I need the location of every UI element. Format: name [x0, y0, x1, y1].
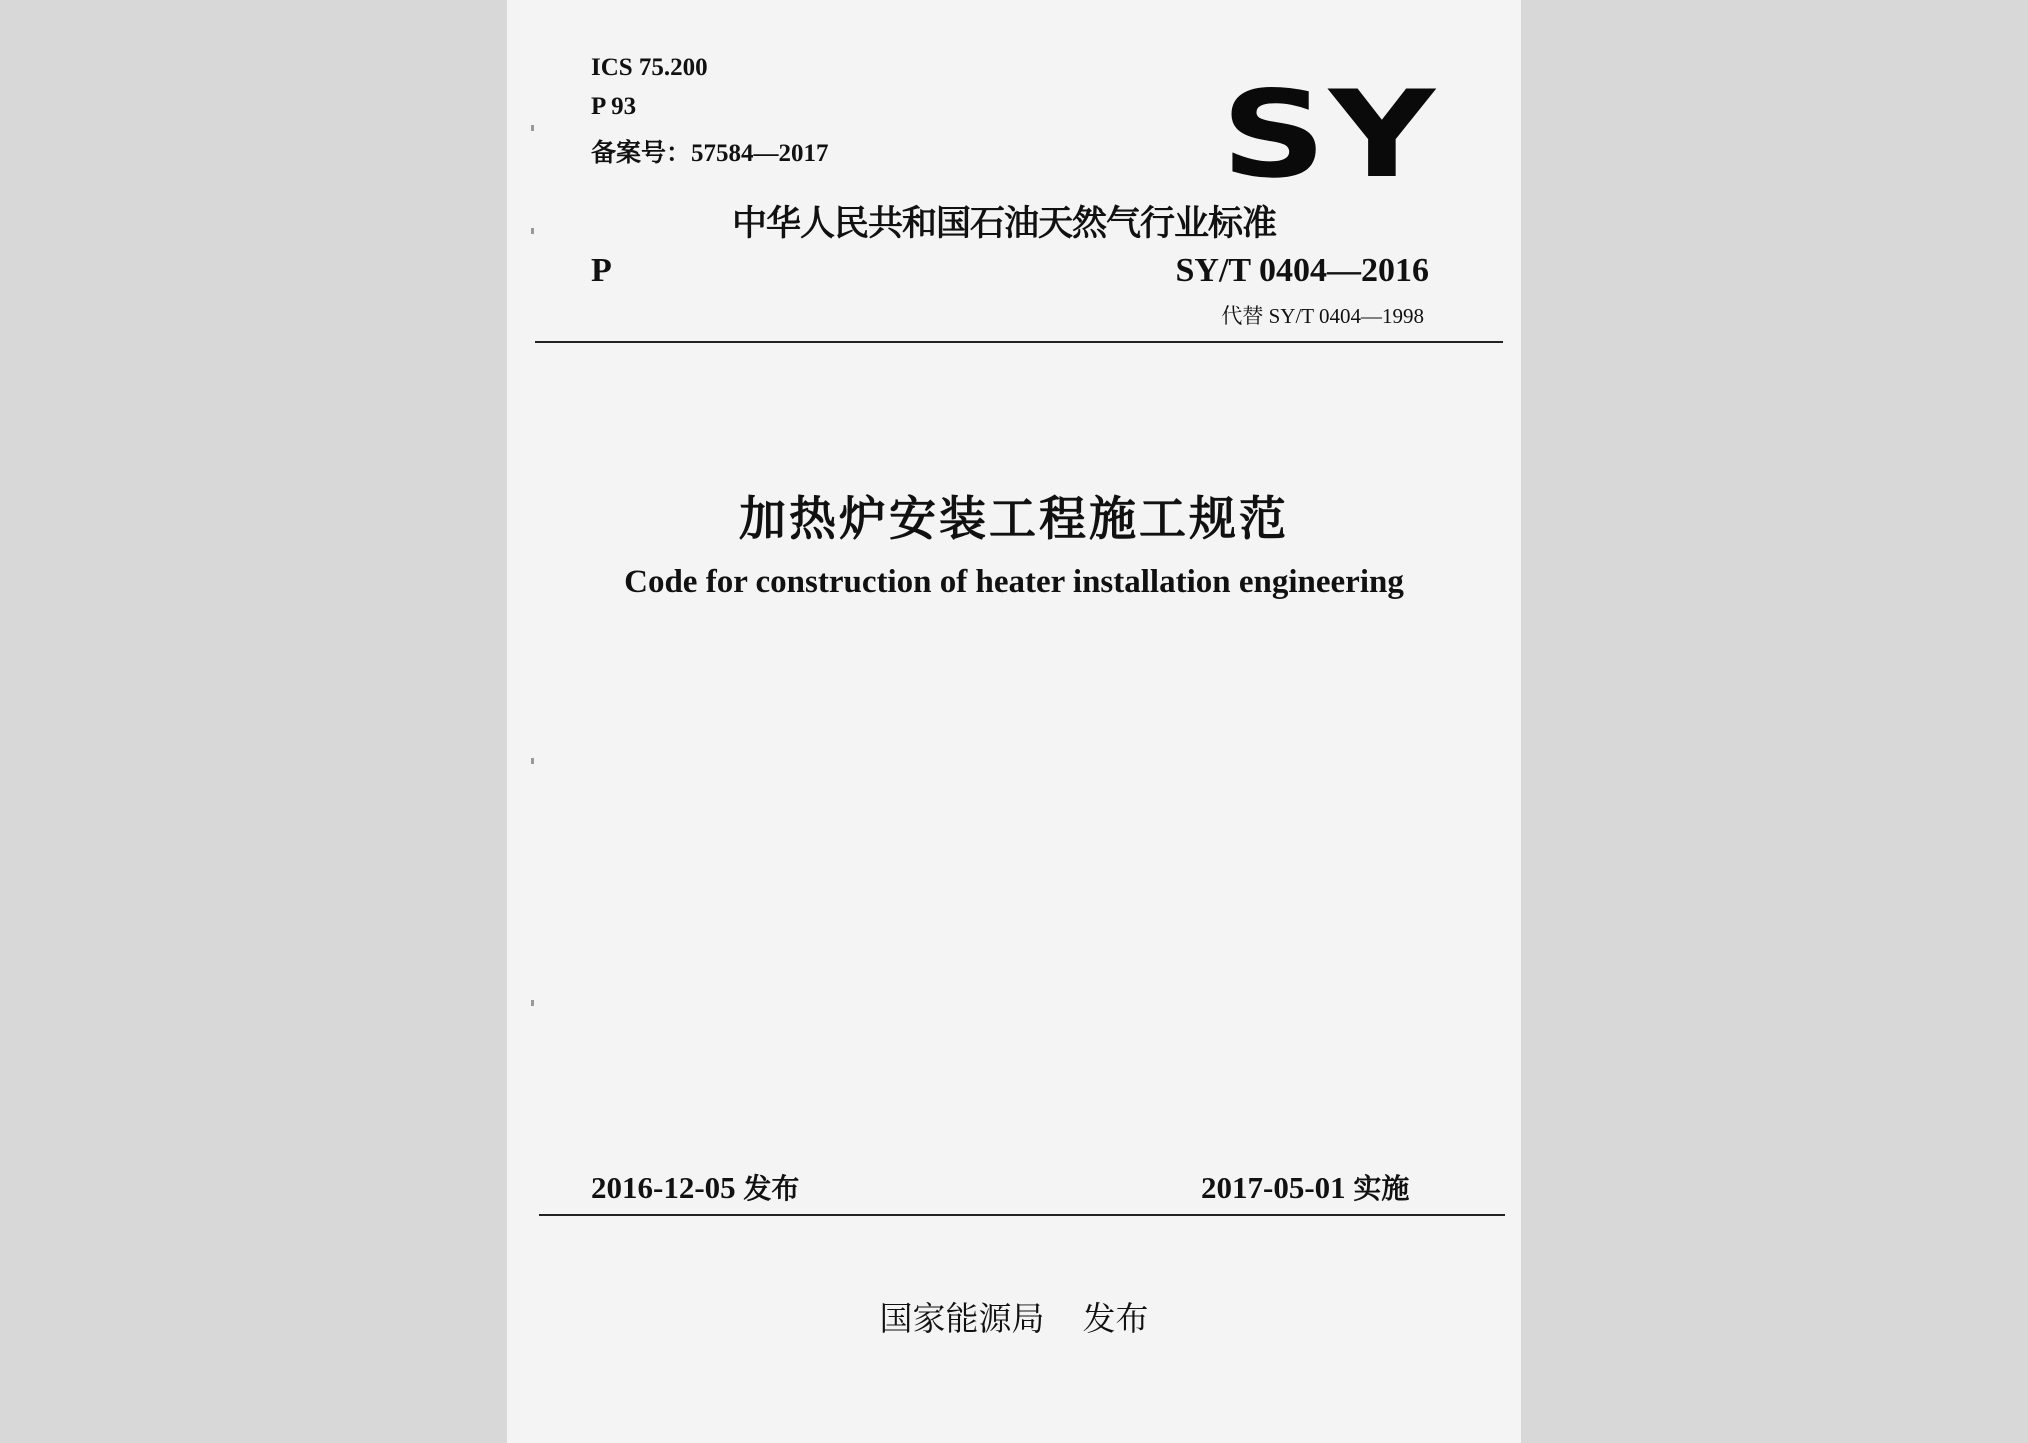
document-title-chinese: 加热炉安装工程施工规范: [739, 492, 1289, 547]
filing-number: 备案号：57584—2017: [591, 140, 829, 167]
issuer-name: 国家能源局: [879, 1299, 1045, 1338]
implement-date-value: 2017-05-01: [1201, 1170, 1346, 1205]
document-title-english: Code for construction of heater installation engineering: [624, 564, 1404, 600]
header-divider: [535, 341, 1503, 343]
ccs-code: P 93: [591, 93, 637, 120]
scan-mark: [531, 125, 534, 131]
industry-standard-title: 中华人民共和国石油天然气行业标准: [732, 204, 1277, 244]
replaces-standard: 代替 SY/T 0404—1998: [1221, 304, 1424, 328]
scan-mark: [531, 228, 534, 234]
scan-mark: [531, 1000, 534, 1006]
issue-date-value: 2016-12-05: [591, 1170, 736, 1205]
standard-number: SY/T 0404—2016: [1175, 252, 1429, 289]
sy-logo: SY: [1221, 66, 1438, 205]
footer-divider: [539, 1214, 1505, 1216]
issuer-label: 发布: [1082, 1299, 1149, 1338]
classification-letter: P: [591, 252, 612, 289]
implement-date-label: 实施: [1353, 1172, 1410, 1205]
issue-date-label: 发布: [743, 1172, 800, 1205]
document-page: [507, 0, 1521, 1443]
issuer-line: [507, 1293, 1521, 1340]
implement-date: [1201, 1167, 1409, 1207]
ics-code: ICS 75.200: [591, 54, 708, 81]
scan-mark: [531, 758, 534, 764]
issue-date: [591, 1167, 799, 1207]
